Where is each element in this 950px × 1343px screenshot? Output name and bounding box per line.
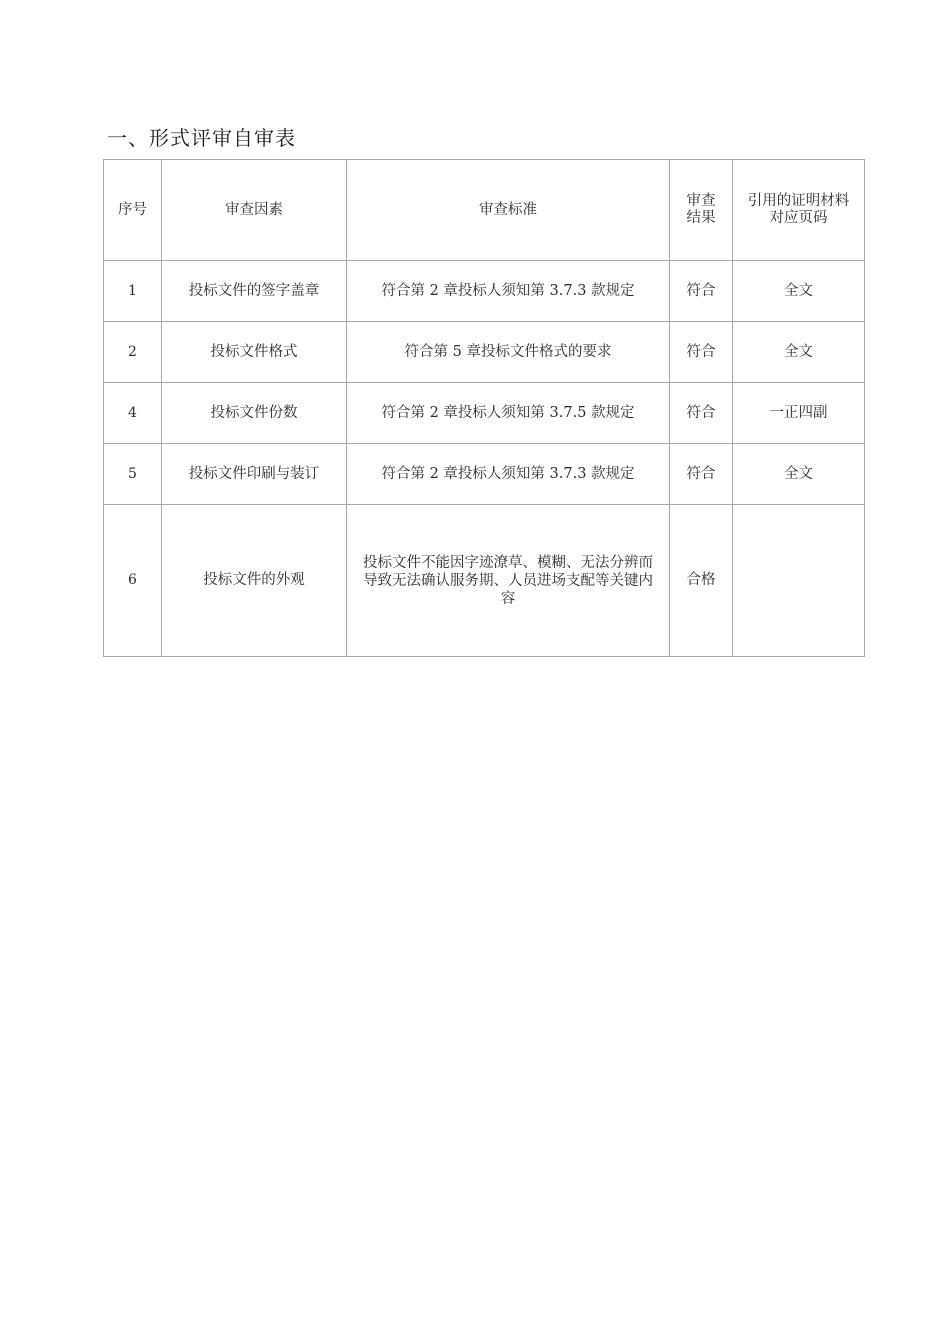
cell-standard: 符合第 2 章投标人须知第 3.7.5 款规定	[347, 383, 670, 444]
table-row	[104, 261, 865, 322]
cell-reference: 全文	[733, 261, 865, 322]
cell-seq: 6	[104, 505, 162, 657]
cell-factor: 投标文件印刷与装订	[162, 444, 347, 505]
cell-standard: 符合第 2 章投标人须知第 3.7.3 款规定	[347, 444, 670, 505]
cell-factor: 投标文件的签字盖章	[162, 261, 347, 322]
cell-result: 符合	[670, 261, 733, 322]
cell-standard: 符合第 2 章投标人须知第 3.7.3 款规定	[347, 261, 670, 322]
table-row	[104, 383, 865, 444]
cell-result: 合格	[670, 505, 733, 657]
cell-seq: 5	[104, 444, 162, 505]
cell-standard	[347, 505, 670, 657]
cell-reference: 一正四副	[733, 383, 865, 444]
cell-factor: 投标文件份数	[162, 383, 347, 444]
header-seq: 序号	[104, 160, 162, 261]
cell-seq: 1	[104, 261, 162, 322]
table-header-row	[104, 160, 865, 261]
header-result	[670, 160, 733, 261]
cell-seq: 4	[104, 383, 162, 444]
header-result-label: 审查结果	[686, 193, 716, 226]
header-standard: 审查标准	[347, 160, 670, 261]
table-row	[104, 322, 865, 383]
cell-factor: 投标文件格式	[162, 322, 347, 383]
cell-standard: 符合第 5 章投标文件格式的要求	[347, 322, 670, 383]
cell-seq: 2	[104, 322, 162, 383]
self-review-table	[103, 159, 865, 657]
cell-factor: 投标文件的外观	[162, 505, 347, 657]
table-row	[104, 444, 865, 505]
cell-reference	[733, 505, 865, 657]
header-reference	[733, 160, 865, 261]
cell-standard-text: 投标文件不能因字迹潦草、模糊、无法分辨而导致无法确认服务期、人员进场支配等关键内容	[363, 554, 653, 607]
header-reference-label: 引用的证明材料对应页码	[747, 193, 850, 226]
cell-result: 符合	[670, 444, 733, 505]
header-factor: 审查因素	[162, 160, 347, 261]
cell-result: 符合	[670, 322, 733, 383]
page-title: 一、形式评审自审表	[107, 126, 296, 150]
table-row	[104, 505, 865, 657]
cell-reference: 全文	[733, 322, 865, 383]
cell-reference: 全文	[733, 444, 865, 505]
cell-result: 符合	[670, 383, 733, 444]
